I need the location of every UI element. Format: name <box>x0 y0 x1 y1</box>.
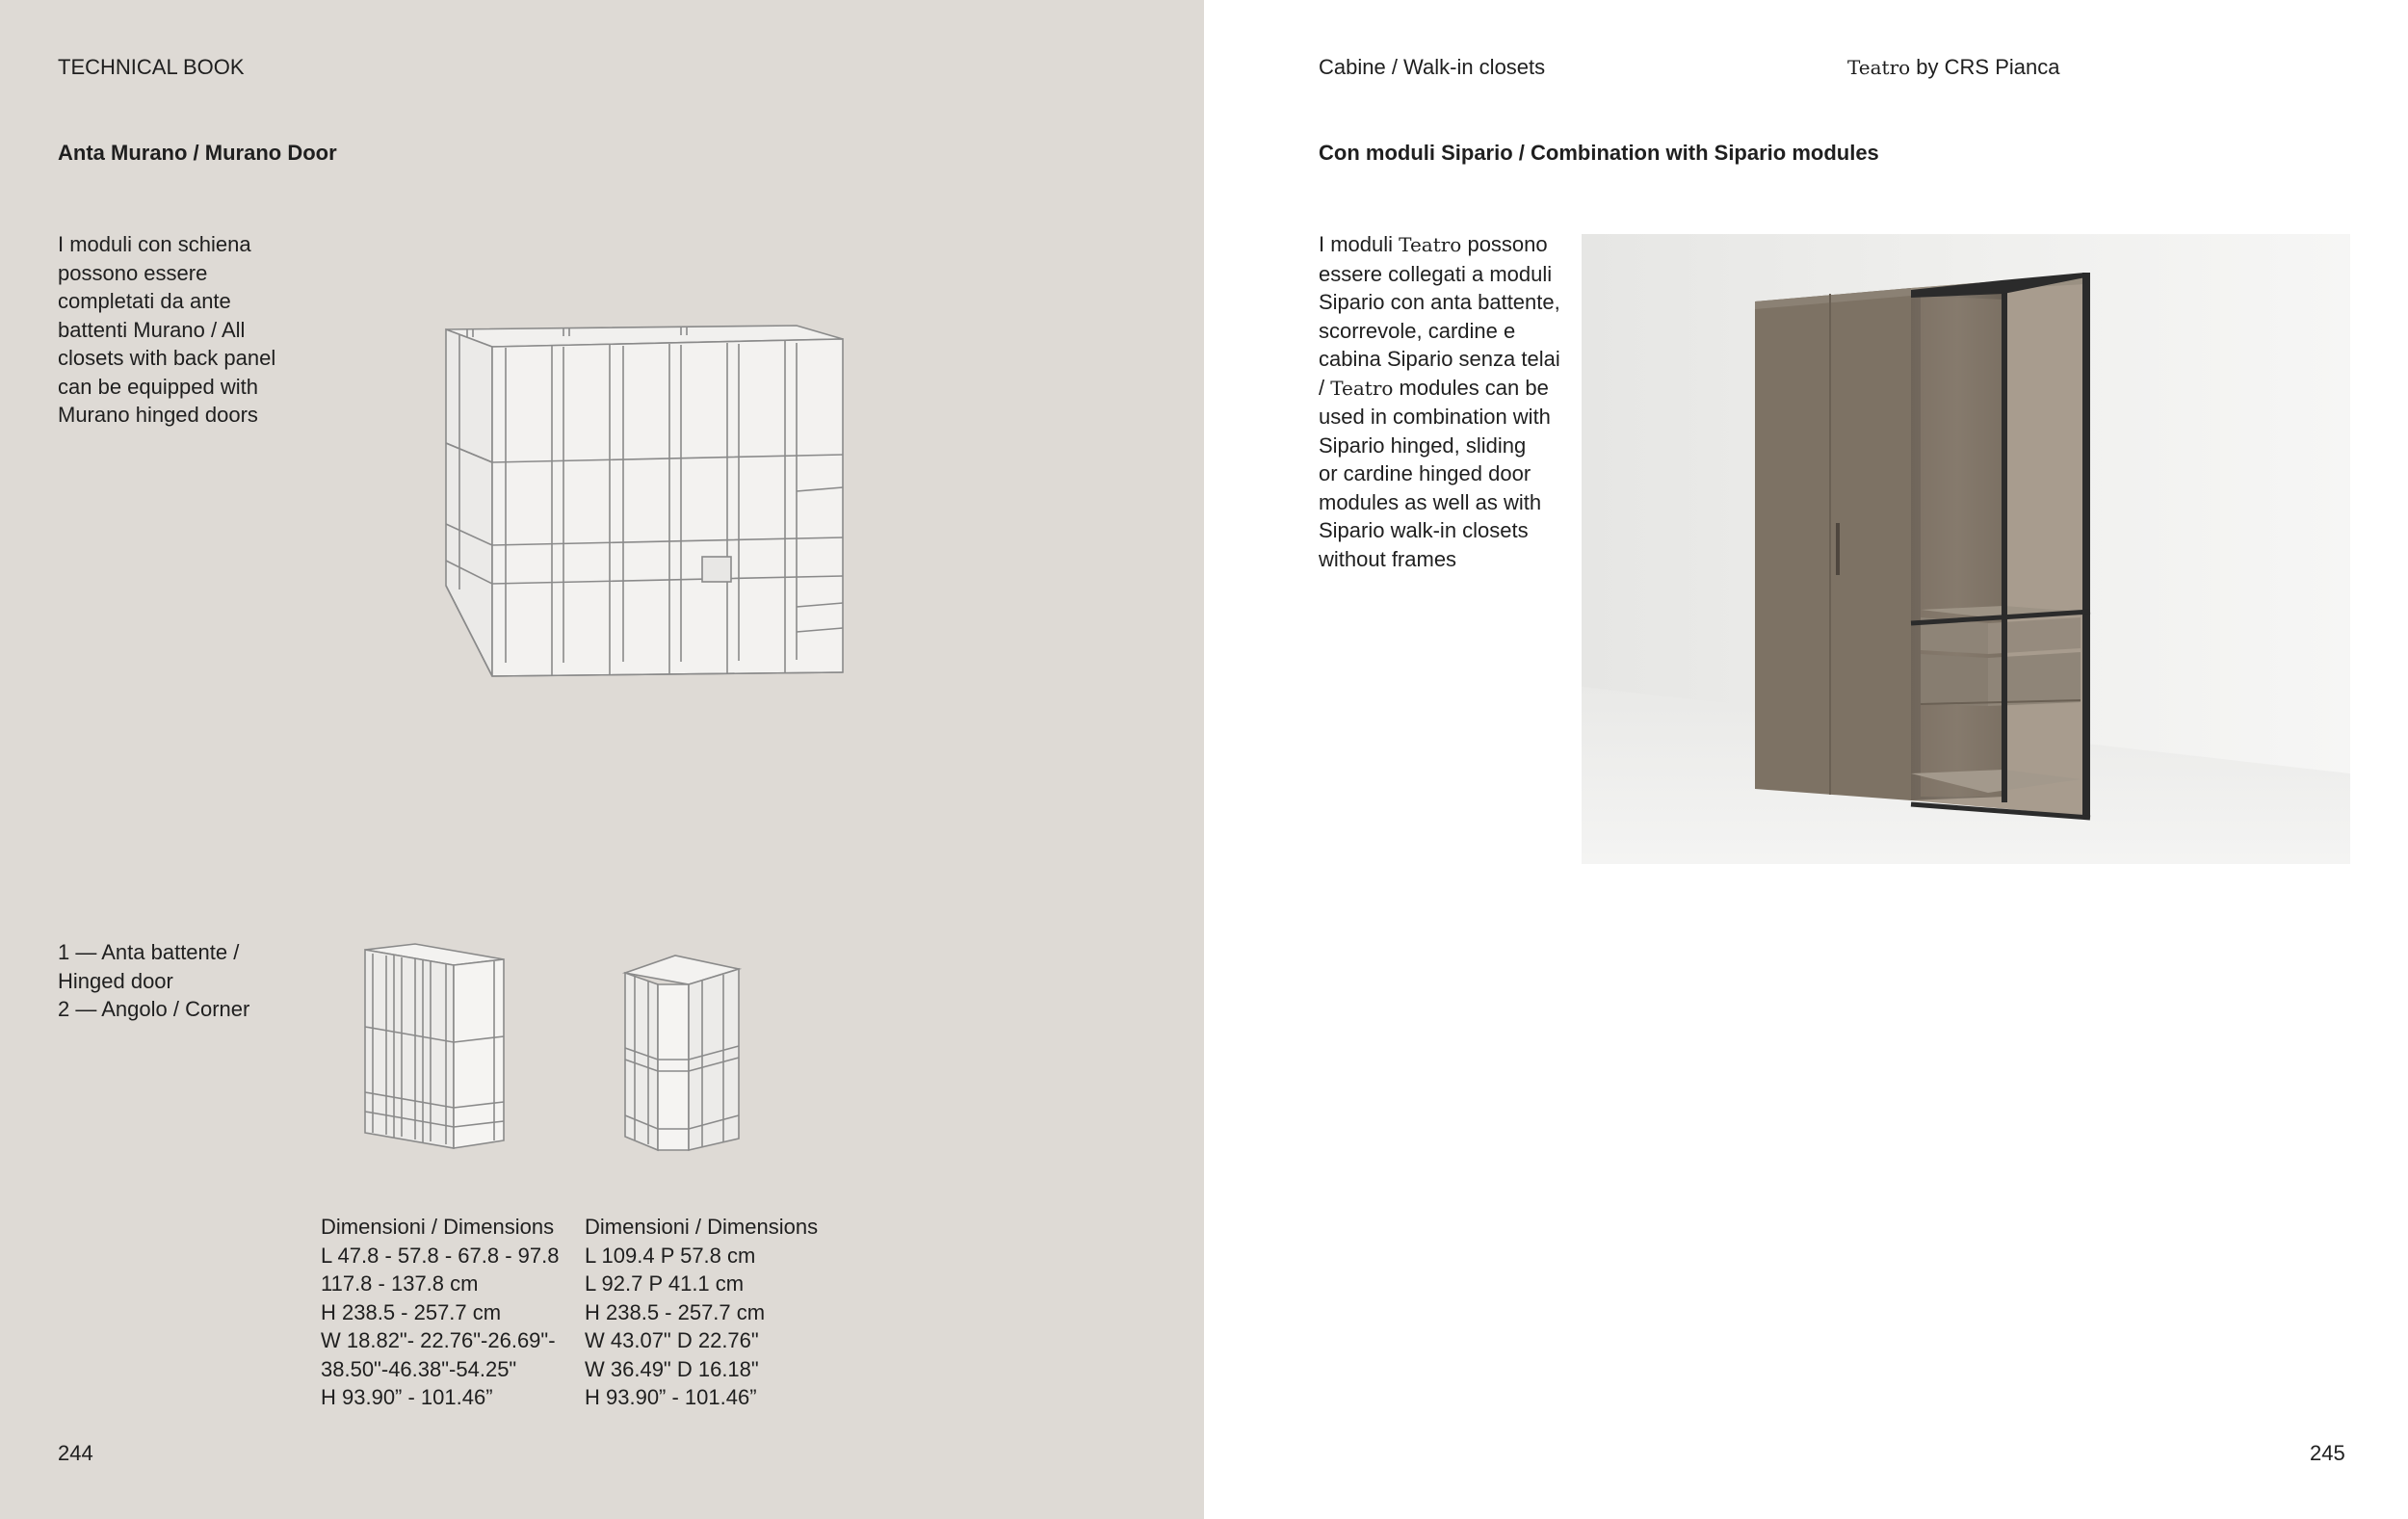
brand-suffix: by CRS Pianca <box>1910 55 2060 79</box>
body-line-6 <box>1319 374 1579 404</box>
body-end: used in combination with Sipario hinged, sliding or cardine hinged door modules as well as with Sipario walk-in closets without frames <box>1319 405 1551 571</box>
body-line1-pre: I moduli <box>1319 232 1400 256</box>
body-line1-post: possono <box>1461 232 1548 256</box>
body-text-right <box>1319 230 1579 573</box>
running-header-left: TECHNICAL BOOK <box>58 55 245 79</box>
murano-door-assembly-drawing <box>438 318 862 684</box>
intro-text: I moduli con schiena possono essere completati da ante battenti Murano / All closets with back panel can be equipped with Murano hinged doors <box>58 232 276 427</box>
page-number-right: 245 <box>2310 1441 2345 1465</box>
brand-name: Teatro <box>1847 56 1911 79</box>
product-photo-walk-in-closet <box>1582 234 2350 864</box>
body-line6-brand: Teatro <box>1330 376 1394 400</box>
dimensions-corner: Dimensioni / Dimensions L 109.4 P 57.8 cm L 92.7 P 41.1 cm H 238.5 - 257.7 cm W 43.07" D 22.76" W 36.49" D 16.18" H 93.90” - 101.46” <box>585 1215 819 1409</box>
running-header-right: Cabine / Walk-in closets <box>1319 55 1546 79</box>
body-middle: essere collegati a moduli Sipario con anta battente, scorrevole, cardine e cabina Sipario senza telai <box>1319 261 1560 371</box>
body-line1-brand: Teatro <box>1399 233 1462 256</box>
corner-module-drawing <box>621 952 746 1154</box>
section-title-right: Con moduli Sipario / Combination with Sipario modules <box>1319 141 1879 165</box>
dimensions-hinged-door: Dimensioni / Dimensions L 47.8 - 57.8 - 67.8 - 97.8 117.8 - 137.8 cm H 238.5 - 257.7 cm W 18.82"- 22.76"-26.69"- 38.50"-46.38"-54.25" H 93.90” - 101.46” <box>321 1215 560 1409</box>
body-line6-pre: / <box>1319 375 1331 400</box>
hinged-door-module-drawing <box>361 942 515 1154</box>
page-number-left: 244 <box>58 1441 93 1465</box>
section-title-left: Anta Murano / Murano Door <box>58 141 337 165</box>
brand-header <box>1847 53 2059 82</box>
legend-text: 1 — Anta battente / Hinged door 2 — Angolo / Corner <box>58 940 250 1021</box>
body-line6-post: modules can be <box>1393 375 1549 400</box>
body-line-1 <box>1319 230 1579 260</box>
